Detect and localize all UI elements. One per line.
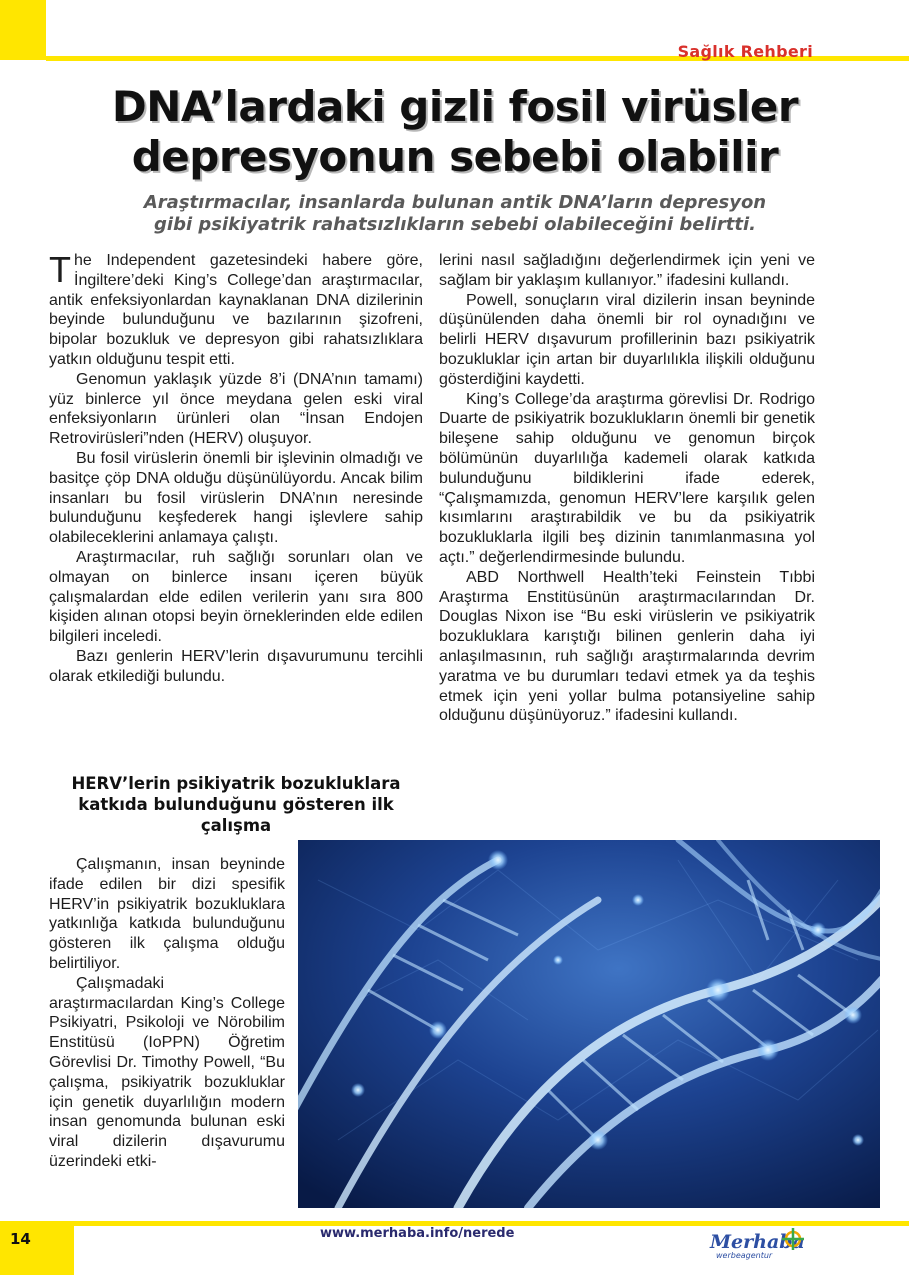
headline-line-1: DNA’lardaki gizli fosil virüsler (111, 82, 799, 131)
page-number: 14 (10, 1230, 31, 1248)
paragraph: lerini nasıl sağladığını değerlendirmek için yeni ve sağlam bir yaklaşım kullanıyor.” ifadesini kullandı. (439, 252, 815, 289)
dna-helix-photo (298, 840, 880, 1208)
footer-url-link[interactable]: www.merhaba.info/nerede (320, 1226, 515, 1241)
top-corner-block (0, 0, 46, 60)
paragraph: ABD Northwell Health’teki Feinstein Tıbbi Araştırma Enstitüsünün araştırmacılarından Dr. Douglas Nixon ise “Bu eski virüslerin ve psikiyatrik bozukluklara karıştığı bilinen genlerin daha iyi anlaşılmasının, ruh sağlığı araştırmalarında devrim yaratma ve bu durumları tedavi etmek ya da teşhis etmek için yeni yollar bulma potansiyeline sahip olduğunu düşünüyoruz.” ifadesini kullandı. (439, 568, 815, 725)
paragraph: The Independent gazetesindeki habere göre, İngiltere’deki King’s College’dan araştırmacılar, antik enfeksiyonlardan kaynaklanan DNA dizilerinin beyinde bulunduğunu ve bazılarının şizofreni, bipolar bozukluk ve depresyon gibi rahatsızlıklara yatkın olduğunu tespit etti. (49, 249, 423, 368)
subheadline-line-2: gibi psikiyatrik rahatsızlıkların sebebi olabileceğini belirtti. (154, 214, 756, 235)
article-column-narrow (49, 855, 285, 1172)
headline (40, 82, 870, 182)
section-label: Sağlık Rehberi (677, 42, 813, 61)
logo-wordmark: Merhaba (710, 1231, 805, 1253)
paragraph: Çalışmanın, insan beyninde ifade edilen bir dizi spesifik HERV’in psikiyatrik bozukluklara yatkınlığa katkıda bulunduğunu gösteren ilk çalışma olduğu belirtiliyor. (49, 856, 285, 972)
subheadline (40, 192, 870, 236)
paragraph: Genomun yaklaşık yüzde 8’i (DNA’nın tamamı) yüz binlerce yıl önce meydana gelen eski viral enfeksiyonların ürünleri olan “İnsan Endojen Retrovirüsleri”nden (HERV) oluşuyor. (49, 370, 423, 448)
headline-line-2: depresyonun sebebi olabilir (131, 132, 779, 181)
article-column-right (439, 251, 815, 726)
paragraph: Bazı genlerin HERV’lerin dışavurumunu tercihli olarak etkilediği bulundu. (49, 647, 423, 685)
article-column-left (49, 251, 423, 687)
subheadline-line-1: Araştırmacılar, insanlarda bulunan antik DNA’ların depresyon (143, 192, 767, 213)
logo-tagline: werbeagentur (716, 1251, 773, 1260)
dna-helix-illustration (298, 840, 880, 1208)
paragraph: King’s College’da araştırma görevlisi Dr. Rodrigo Duarte de psikiyatrik bozuklukların önemli bir genetik bileşene sahip olduğunu ve genomun birçok bölümünün duyarlılığa kademeli olarak katkıda bulunduğunu bildiklerini ifade ederek, “Çalışmamızda, genomun HERV’lere karşılık gelen kısımlarını araştırabildik ve bu da psikiyatrik bozukluklarla ilgili beş dizinin tanımlanmasına yol açtı.” değerlendirmesinde bulundu. (439, 390, 815, 566)
dropcap: T (49, 249, 71, 290)
paragraph: Bu fosil virüslerin önemli bir işlevinin olmadığı ve basitçe çöp DNA olduğu düşünülüyordu. Ancak bilim insanları bu fosil virüslerin DNA’nın neresinde bulunduğunu keşfederek hangi işlevlere sahip olabileceklerini anlamaya çalıştı. (49, 449, 423, 547)
paragraph: Çalışmadaki araştırmacılardan King’s College Psikiyatri, Psikoloji ve Nörobilim Enstitüsü (IoPPN) Öğretim Görevlisi Dr. Timothy Powell, “Bu çalışma, psikiyatrik bozukluklar için genetik duyarlılığın modern insan genomunda bulunan eski viral dizilerin dışavurumu üzerindeki etki- (49, 974, 285, 1170)
paragraph: Powell, sonuçların viral dizilerin insan beyninde düşünülenden daha önemli bir rol oynadığını ve belirli HERV dışavurum profillerinin bazı psikiyatrik bozukluklar için artan bir duyarlılıkla ilişkili olduğunu gösterdiğini kaydetti. (439, 291, 815, 388)
section-subheading: HERV’lerin psikiyatrik bozukluklara katkıda bulunduğunu gösteren ilk çalışma (71, 774, 401, 835)
merhaba-logo (704, 1222, 814, 1262)
paragraph: Araştırmacılar, ruh sağlığı sorunları olan ve olmayan on binlerce insanı içeren büyük çalışmalardan elde edilen verilerin yanı sıra 800 kişiden alınan otopsi beyin örneklerinden elde edilen bilgileri inceledi. (49, 548, 423, 646)
